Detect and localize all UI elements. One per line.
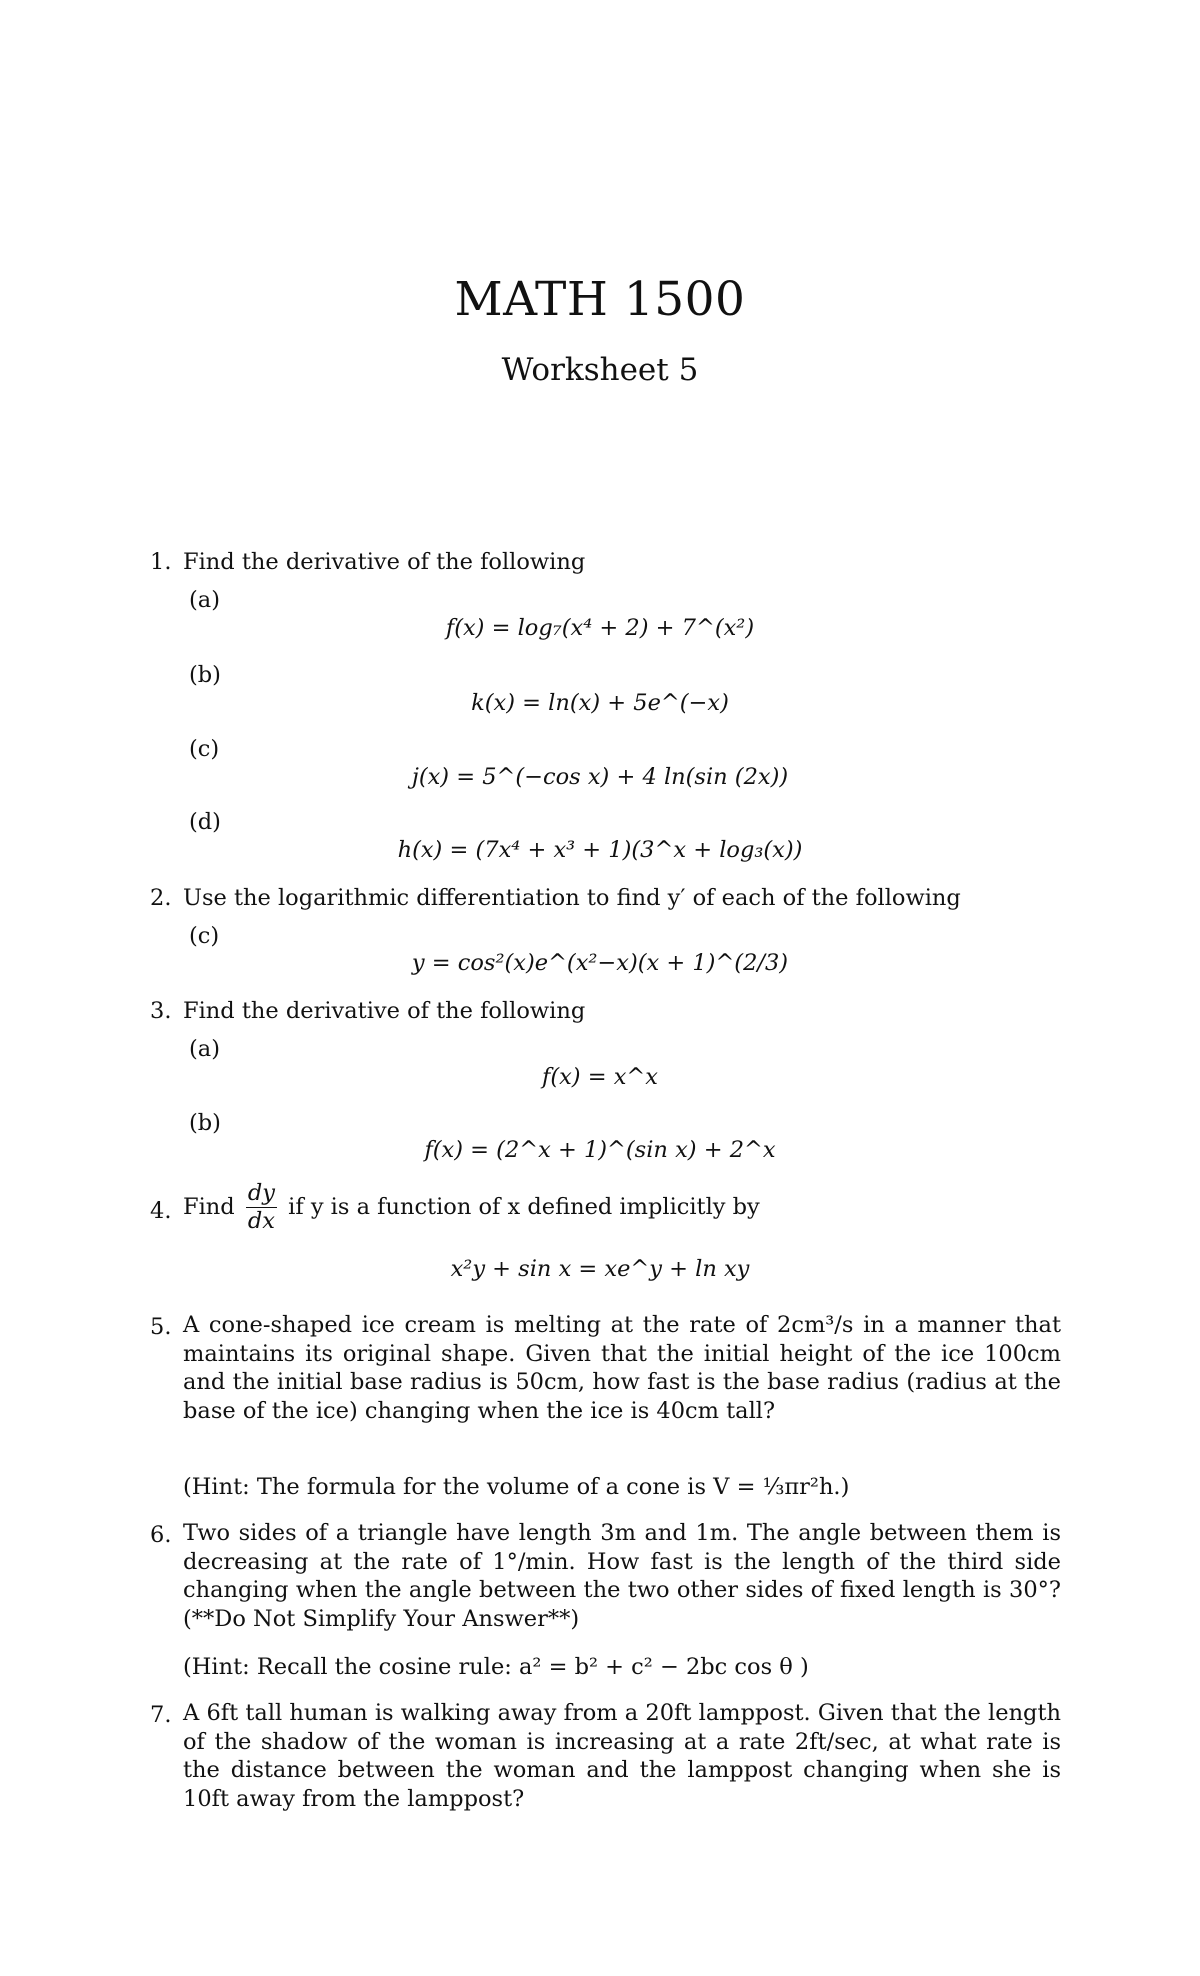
question-1c-equation: j(x) = 5^(−cos x) + 4 ln(sin (2x)) [411, 764, 789, 790]
question-2c-label: (c) [189, 923, 220, 949]
page-subtitle: Worksheet 5 [501, 352, 699, 388]
question-3-number: 3. [150, 998, 172, 1024]
question-1-text: Find the derivative of the following [183, 549, 586, 575]
question-7-text: A 6ft tall human is walking away from a 20ft lamppost. Given that the length of the shadow of the woman is increasing at a rate 2ft/sec, at what rate is the distance between the woman and the lamppost changing when she is 10ft away from the lamppost? [183, 1700, 1061, 1812]
question-5-number: 5. [150, 1314, 172, 1340]
question-6-hint: (Hint: Recall the cosine rule: a² = b² + c² − 2bc cos θ ) [183, 1654, 809, 1680]
question-6-text: Two sides of a triangle have length 3m and 1m. The angle between them is decreasing at the rate of 1°/min. How fast is the length of the third side changing when the angle between the two other sides of fixed length is 30°? (**Do Not Simplify Your Answer**) [183, 1520, 1061, 1632]
question-4-line [183, 1182, 760, 1232]
question-1b-label: (b) [189, 662, 221, 688]
question-6-number: 6. [150, 1522, 172, 1548]
question-1a-label: (a) [189, 587, 220, 613]
question-2-text: Use the logarithmic differentiation to find y′ of each of the following [183, 885, 961, 911]
question-7-number: 7. [150, 1702, 172, 1728]
question-5-text: A cone-shaped ice cream is melting at the rate of 2cm³/s in a manner that maintains its original shape. Given that the initial height of the ice 100cm and the initial base radius is 50cm, how fast is the base radius (radius at the base of the ice) changing when the ice is 40cm tall? [183, 1312, 1061, 1424]
question-2c-equation: y = cos²(x)e^(x²−x)(x + 1)^(2/3) [411, 950, 789, 976]
question-1d-equation: h(x) = (7x⁴ + x³ + 1)(3^x + log₃(x)) [397, 837, 803, 863]
question-5-hint: (Hint: The formula for the volume of a cone is V = ⅓πr²h.) [183, 1474, 850, 1500]
question-4-find: Find [183, 1193, 235, 1220]
question-3b-equation: f(x) = (2^x + 1)^(sin x) + 2^x [424, 1137, 776, 1163]
question-1d-label: (d) [189, 809, 221, 835]
fraction-numerator: dy [247, 1180, 275, 1206]
question-3b-label: (b) [189, 1110, 221, 1136]
question-4-text: if y is a function of x defined implicitly by [288, 1193, 760, 1220]
derivative-fraction [246, 1182, 277, 1232]
question-4-equation: x²y + sin x = xe^y + ln xy [450, 1256, 750, 1282]
fraction-denominator: dx [247, 1207, 275, 1234]
question-1a-equation: f(x) = log₇(x⁴ + 2) + 7^(x²) [445, 615, 755, 641]
question-1c-label: (c) [189, 736, 220, 762]
question-3a-equation: f(x) = x^x [542, 1064, 658, 1090]
question-2-number: 2. [150, 885, 172, 911]
question-3-text: Find the derivative of the following [183, 998, 586, 1024]
page-title: MATH 1500 [454, 272, 746, 327]
question-1b-equation: k(x) = ln(x) + 5e^(−x) [471, 690, 729, 716]
question-3a-label: (a) [189, 1036, 220, 1062]
question-4-number: 4. [150, 1198, 172, 1224]
question-1-number: 1. [150, 549, 172, 575]
